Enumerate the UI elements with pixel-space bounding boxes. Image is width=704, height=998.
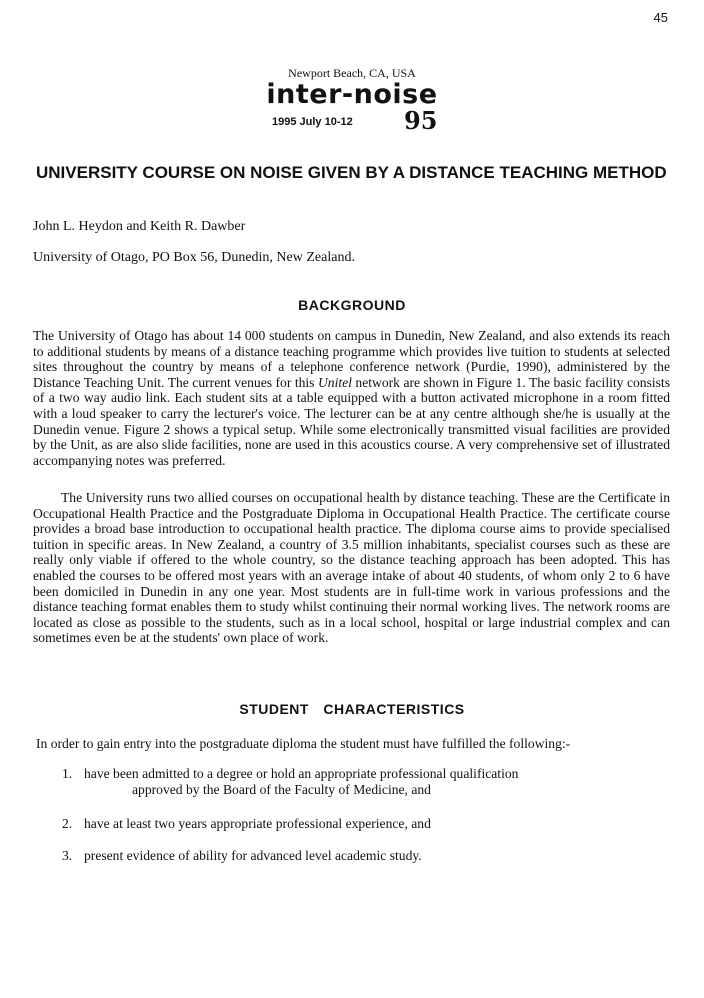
requirement-text: have been admitted to a degree or hold an appropriate professional qualification	[84, 766, 519, 781]
background-paragraph-2: The University runs two allied courses on occupational health by distance teaching. These are the Certificate in Occupational Health Practice and the Postgraduate Diploma in Occupational Health Practice. The certificate course provides a broad base introduction to occupational health practice. The diploma course aims to provide specialised tuition in specific areas. In New Zealand, a country of 3.5 million inhabitants, specialist courses such as these are really only viable if offered to the whole country, so the distance teaching approach has been adopted. This has enabled the courses to be offered most years with an average intake of about 40 students, of whom only 2 to 6 have been domiciled in Dunedin in any one year. Most students are in full-time work in various professions and the distance teaching format enables them to study whilst continuing their normal working lives. The network rooms are located as close as possible to the students, such as in a local school, hospital or large industrial complex and can sometimes even be at the students' own place of work.	[33, 490, 670, 646]
section-heading-background: BACKGROUND	[298, 297, 406, 313]
p1-text-start: The University of Otago has about 14 000 students on campus in Dunedin, New Zealand, and also extends its reach to additional students by means of a distance teaching programme which provides live tuition to students at selected sites throughout the country by means of a telephone conference network (Purdie, 1990), administered by the Distance Teaching Unit. The current venues for this	[33, 328, 670, 390]
conference-date: 1995 July 10-12	[272, 116, 353, 128]
p1-text-end: network are shown in Figure 1. The basic facility consists of a two way audio link. Each student sits at a table equipped with a button activated microphone in a room fitted with a loud speaker to carry the lecturer's voice. The lecturer can be at any centre although she/he is usually at the Dunedin venue. Figure 2 shows a typical setup. While some electronically transmitted visual facilities are provided by the Unit, as are also slide facilities, none are used in this acoustics course. A very comprehensive set of illustrated accompanying notes was preferred.	[33, 374, 670, 468]
conference-logo: inter-noise	[266, 79, 438, 110]
requirement-text-continued: approved by the Board of the Faculty of Medicine, and	[132, 782, 431, 797]
paper-affiliation: University of Otago, PO Box 56, Dunedin, New Zealand.	[33, 250, 355, 265]
requirement-text: present evidence of ability for advanced level academic study.	[84, 848, 422, 863]
paper-authors: John L. Heydon and Keith R. Dawber	[33, 219, 246, 234]
background-paragraph-1	[33, 328, 670, 468]
requirement-item-1	[62, 766, 662, 800]
conference-location: Newport Beach, CA, USA	[288, 66, 416, 80]
paper-title: UNIVERSITY COURSE ON NOISE GIVEN BY A DISTANCE TEACHING METHOD	[36, 163, 667, 182]
requirement-item-3	[62, 848, 662, 864]
p1-italic-term: Unitel	[317, 374, 352, 390]
conference-year: 95	[404, 106, 438, 135]
section-heading-student-characteristics: STUDENT CHARACTERISTICS	[239, 701, 465, 717]
requirement-number: 1.	[62, 766, 73, 781]
requirement-item-2	[62, 816, 662, 832]
requirement-text: have at least two years appropriate professional experience, and	[84, 816, 431, 831]
requirement-number: 2.	[62, 816, 73, 831]
entry-requirements-intro: In order to gain entry into the postgraduate diploma the student must have fulfilled the following:-	[36, 736, 571, 751]
requirement-number: 3.	[62, 848, 73, 863]
page-number: 45	[653, 10, 668, 25]
